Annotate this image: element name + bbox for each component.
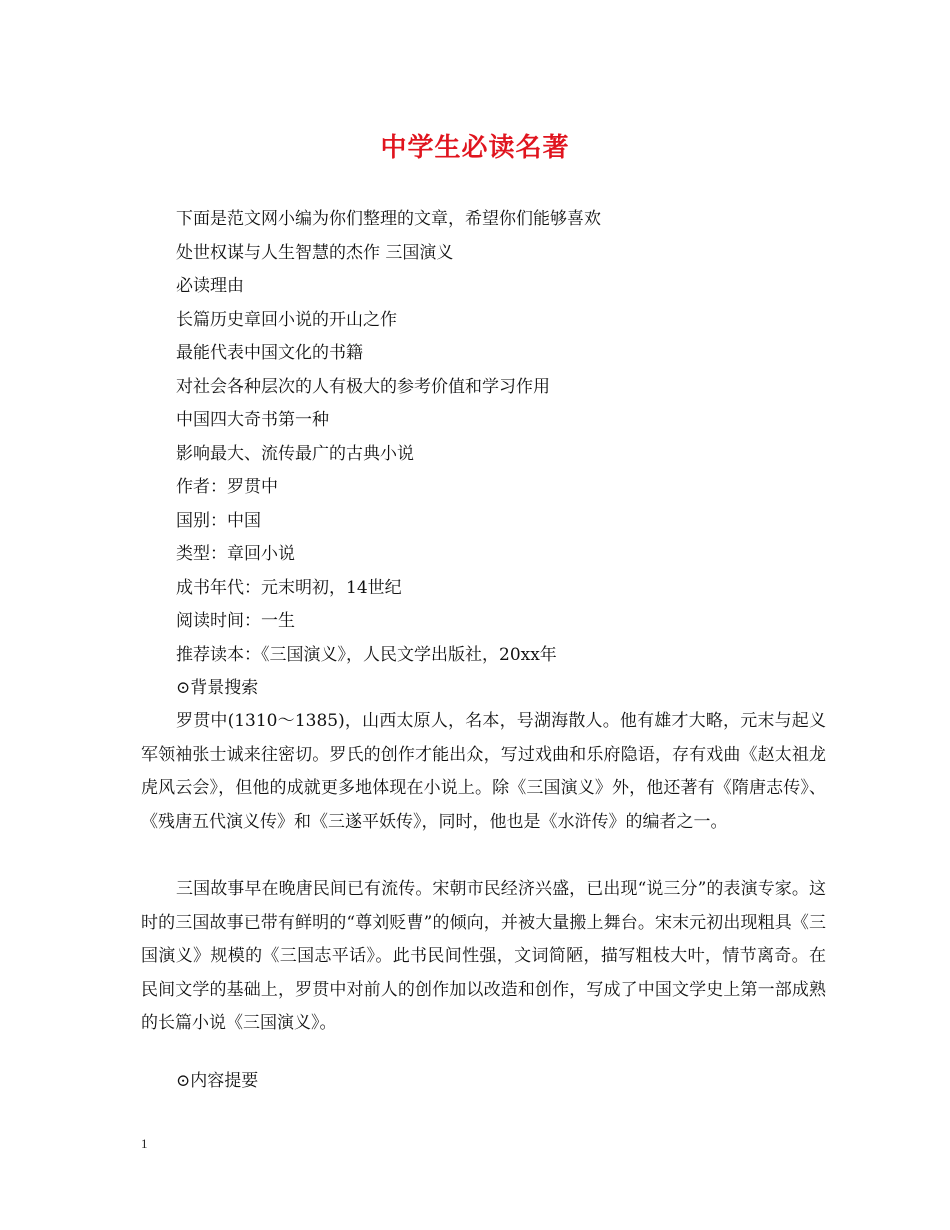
recommended-edition-line: 推荐读本：《三国演义》，人民文学出版社，20xx年 bbox=[176, 644, 557, 665]
author-line: 作者：罗贯中 bbox=[176, 477, 278, 497]
intro-line: 下面是范文网小编为你们整理的文章，希望你们能够喜欢 bbox=[176, 209, 601, 229]
reason-line: 对社会各种层次的人有极大的参考价值和学习作用 bbox=[176, 376, 550, 397]
info-lines bbox=[176, 203, 826, 706]
reason-line: 影响最大、流传最广的古典小说 bbox=[176, 443, 414, 464]
background-paragraph: 罗贯中(1310～1385)，山西太原人，名本，号湖海散人。他有雄才大略，元末与起义军领袖张士诚来往密切。罗氏的创作才能出众，写过戏曲和乐府隐语，存有戏曲《赵太祖龙虎风云会》，但他的成就更多地体现在小说上。除《三国演义》外，他还著有《隋唐志传》、《残唐五代演义传》和《三遂平妖传》，同时，他也是《水浒传》的编者之一。 bbox=[141, 711, 826, 832]
reason-line: 中国四大奇书第一种 bbox=[176, 410, 329, 430]
page-number: 1 bbox=[141, 1136, 148, 1151]
reading-time-line: 阅读时间：一生 bbox=[176, 611, 295, 631]
era-line: 成书年代：元末明初，14世纪 bbox=[176, 577, 402, 598]
reason-line: 最能代表中国文化的书籍 bbox=[176, 343, 363, 363]
history-paragraph: 三国故事早在晚唐民间已有流传。宋朝市民经济兴盛，已出现“说三分”的表演专家。这时的三国故事已带有鲜明的“尊刘贬曹”的倾向，并被大量搬上舞台。宋末元初出现粗具《三国演义》规模的《三国志平话》。此书民间性强，文词简陋，描写粗枝大叶，情节离奇。在民间文学的基础上，罗贯中对前人的创作加以改造和创作，写成了中国文学史上第一部成熟的长篇小说《三国演义》。 bbox=[141, 879, 826, 1033]
subtitle-line: 处世权谋与人生智慧的杰作 三国演义 bbox=[176, 242, 454, 263]
reason-line: 长篇历史章回小说的开山之作 bbox=[176, 309, 397, 330]
reason-heading: 必读理由 bbox=[176, 276, 244, 296]
document-title: 中学生必读名著 bbox=[380, 133, 570, 163]
summary-heading: ⊙内容提要 bbox=[176, 1071, 259, 1091]
background-heading: ⊙背景搜索 bbox=[176, 678, 259, 698]
country-line: 国别：中国 bbox=[176, 510, 261, 531]
genre-line: 类型：章回小说 bbox=[176, 544, 295, 564]
